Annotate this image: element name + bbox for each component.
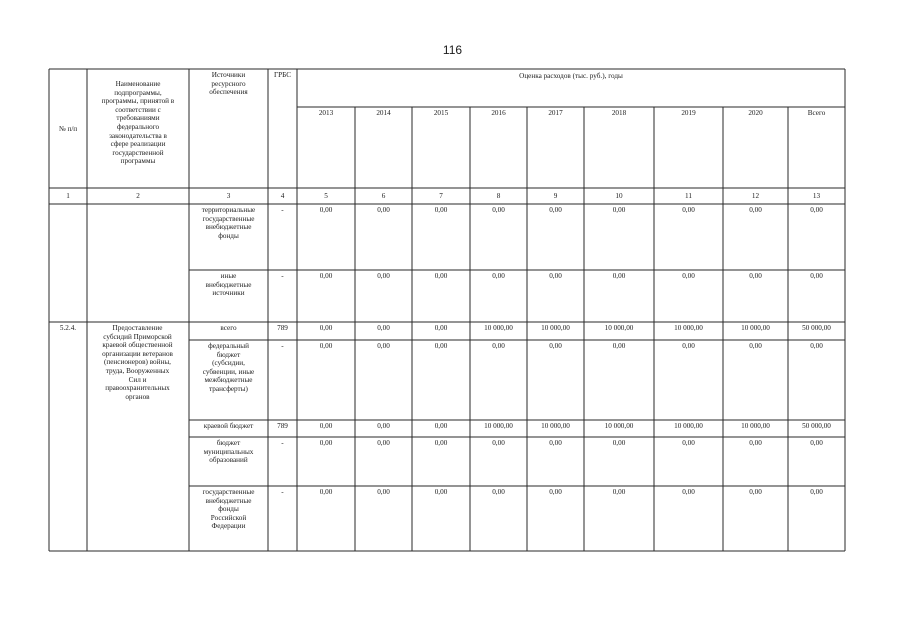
row-grbs: - [281, 439, 284, 447]
column-number: 6 [381, 192, 386, 200]
row-value: 10 000,00 [674, 422, 703, 430]
row-source-line: Федерации [211, 522, 246, 531]
row-value: 0,00 [434, 342, 448, 350]
row-value: 10 000,00 [484, 422, 513, 430]
column-number: 4 [280, 192, 285, 200]
column-number: 9 [553, 192, 558, 200]
header-year: 2016 [491, 109, 506, 117]
row-value: 0,00 [377, 206, 390, 214]
row-value: 0,00 [434, 324, 448, 332]
column-number: 3 [226, 192, 231, 200]
row-value: 0,00 [810, 439, 823, 447]
row-value: 0,00 [549, 342, 562, 350]
row-value: 50 000,00 [802, 324, 831, 332]
header-estimate: Оценка расходов (тыс. руб.), годы [519, 72, 623, 80]
column-number: 12 [751, 192, 760, 200]
row-grbs: - [281, 488, 284, 496]
row-value: 0,00 [810, 342, 823, 350]
row-value: 0,00 [612, 439, 626, 447]
row-value: 0,00 [682, 342, 695, 350]
column-number: 7 [439, 192, 443, 200]
row-value: 10 000,00 [541, 324, 570, 332]
header-year: 2018 [611, 109, 627, 117]
header-name-line: Наименование [115, 80, 161, 88]
item-number: 5.2.4. [59, 324, 77, 332]
row-source [191, 206, 266, 240]
row-value: 0,00 [749, 488, 762, 496]
row-value: 10 000,00 [604, 324, 634, 332]
row-source-line: государственные [202, 214, 255, 223]
row-value: 0,00 [682, 272, 695, 280]
row-value: 0,00 [319, 439, 333, 447]
row-value: 50 000,00 [802, 422, 831, 430]
row-source-line: внебюджетные [205, 223, 252, 232]
row-source [191, 488, 266, 531]
row-source-line: бюджет [216, 439, 241, 447]
row-source [191, 324, 266, 333]
row-value: 0,00 [377, 272, 390, 280]
row-value: 0,00 [749, 342, 762, 350]
row-source-line: краевой бюджет [203, 422, 254, 430]
header-name-line: программы [120, 157, 156, 166]
row-grbs: - [281, 272, 284, 280]
row-value: 0,00 [749, 439, 762, 447]
row-source-line: внебюджетные [205, 280, 252, 289]
row-value: 0,00 [549, 439, 562, 447]
header-number: № п/п [58, 125, 78, 133]
row-source-line: Российской [210, 513, 247, 522]
row-value: 0,00 [810, 488, 823, 496]
row-value: 0,00 [549, 488, 562, 496]
header-year: 2013 [318, 109, 334, 117]
row-source-line: субвенции, иные [202, 367, 255, 376]
row-source-line: федеральный [208, 342, 249, 350]
row-value: 0,00 [377, 324, 390, 332]
row-value: 10 000,00 [541, 422, 570, 430]
row-value: 10 000,00 [741, 324, 770, 332]
row-value: 0,00 [319, 206, 333, 214]
row-value: 0,00 [434, 422, 448, 430]
row-value: 10 000,00 [484, 324, 513, 332]
header-name-line: соответствии с [115, 105, 161, 114]
row-value: 10 000,00 [674, 324, 703, 332]
row-value: 0,00 [434, 272, 448, 280]
row-value: 0,00 [434, 439, 448, 447]
row-value: 0,00 [377, 422, 390, 430]
row-source [191, 272, 266, 298]
row-source-line: муниципальных [203, 447, 254, 456]
row-value: 0,00 [492, 488, 505, 496]
header-name-line: программы, принятой в [101, 97, 175, 106]
header-name-line: государственной [112, 148, 164, 157]
row-value: 0,00 [492, 272, 505, 280]
row-value: 0,00 [434, 488, 448, 496]
header-sources-line: обеспечения [209, 88, 248, 97]
row-value: 0,00 [549, 272, 562, 280]
row-value: 0,00 [377, 439, 390, 447]
item-name-line: (пенсионеров) войны, [104, 358, 171, 367]
header-name-line: требованиями [116, 114, 160, 123]
header-grbs: ГРБС [273, 71, 292, 79]
row-value: 0,00 [492, 206, 505, 214]
row-value: 0,00 [612, 272, 626, 280]
row-value: 0,00 [612, 206, 626, 214]
item-name-line: Предоставление [112, 324, 163, 332]
row-value: 10 000,00 [604, 422, 634, 430]
header-name [89, 80, 187, 166]
row-value: 0,00 [682, 488, 695, 496]
row-value: 0,00 [682, 439, 695, 447]
row-source-line: фонды [218, 231, 239, 240]
row-value: 10 000,00 [741, 422, 770, 430]
row-source-line: территориальные [201, 206, 256, 214]
row-value: 0,00 [319, 272, 333, 280]
row-source-line: источники [212, 289, 245, 298]
row-value: 0,00 [492, 342, 505, 350]
row-source [191, 439, 266, 465]
row-grbs: 789 [277, 422, 288, 430]
row-value: 0,00 [749, 206, 762, 214]
header-name-line: федерального [116, 122, 160, 131]
row-value: 0,00 [319, 324, 333, 332]
item-name-line: труда, Вооруженных [105, 366, 170, 375]
column-number: 11 [685, 192, 692, 200]
row-source-line: всего [220, 324, 237, 332]
item-name-line: Сил и [128, 375, 147, 384]
row-value: 0,00 [810, 272, 823, 280]
row-source-line: внебюджетные [205, 496, 252, 505]
row-value: 0,00 [682, 206, 695, 214]
row-grbs: - [281, 342, 284, 350]
item-name-line: организации ветеранов [102, 349, 173, 358]
header-year: 2015 [433, 109, 449, 117]
row-source [191, 342, 266, 394]
item-name-line: субсидий Приморской [103, 332, 172, 341]
row-value: 0,00 [377, 488, 390, 496]
column-number: 1 [66, 192, 70, 200]
row-value: 0,00 [810, 206, 823, 214]
header-year: 2019 [681, 109, 696, 117]
item-name-line: краевой общественной [102, 341, 173, 350]
row-source-line: иные [220, 272, 237, 280]
row-source-line: фонды [218, 505, 239, 514]
header-year: 2017 [548, 109, 563, 117]
header-year: 2020 [748, 109, 763, 117]
row-value: 0,00 [377, 342, 390, 350]
row-value: 0,00 [492, 439, 505, 447]
row-value: 0,00 [612, 342, 626, 350]
header-year: 2014 [376, 109, 391, 117]
row-value: 0,00 [434, 206, 448, 214]
row-source-line: межбюджетные [204, 376, 253, 385]
column-number: 8 [496, 192, 501, 200]
row-source-line: трансферты) [209, 384, 248, 393]
row-grbs: - [281, 206, 284, 214]
item-name [90, 324, 185, 401]
header-sources-line: Источники [211, 71, 246, 79]
column-number: 5 [324, 192, 328, 200]
item-name-line: правоохранительных [105, 384, 170, 393]
header-sources [191, 71, 266, 97]
item-name-line: органов [125, 392, 150, 401]
header-name-line: подпрограммы, [114, 88, 162, 97]
header-name-line: сфере реализации [110, 140, 166, 149]
column-number: 2 [136, 192, 140, 200]
row-value: 0,00 [319, 422, 333, 430]
row-source-line: образований [209, 456, 248, 465]
header-name-line: законодательства в [109, 131, 167, 140]
header-sources-line: ресурсного [211, 79, 246, 88]
row-grbs: 789 [277, 324, 288, 332]
column-number: 13 [812, 192, 821, 200]
row-value: 0,00 [319, 488, 333, 496]
row-source-line: государственные [202, 488, 255, 496]
row-source-line: (субсидии, [212, 359, 245, 368]
row-value: 0,00 [549, 206, 562, 214]
header-year: Всего [807, 109, 826, 117]
row-source [191, 422, 266, 431]
row-value: 0,00 [612, 488, 626, 496]
row-value: 0,00 [749, 272, 762, 280]
page-number: 116 [442, 43, 463, 57]
row-value: 0,00 [319, 342, 333, 350]
column-number: 10 [615, 192, 623, 200]
row-source-line: бюджет [216, 350, 241, 359]
